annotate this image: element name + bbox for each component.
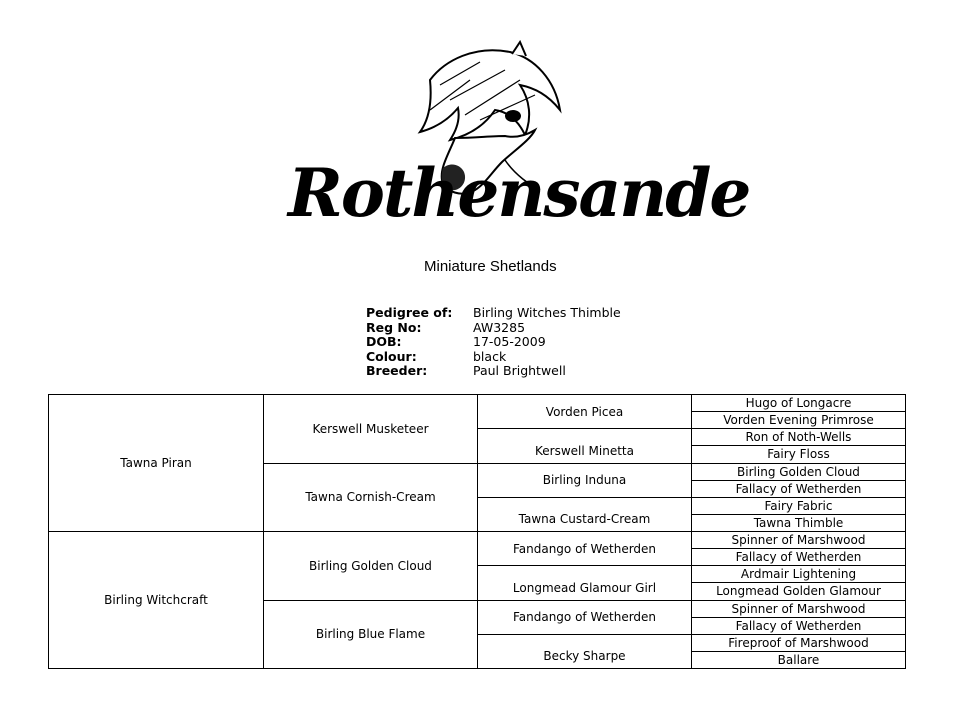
dam-sire: Birling Golden Cloud <box>264 532 478 601</box>
info-label: DOB: <box>366 334 402 349</box>
great-great-grandparent: Vorden Evening Primrose <box>692 412 906 429</box>
great-grandparent: Fandango of Wetherden <box>478 532 692 566</box>
great-great-grandparent: Fallacy of Wetherden <box>692 549 906 566</box>
great-great-grandparent: Longmead Golden Glamour <box>692 583 906 600</box>
great-great-grandparent: Birling Golden Cloud <box>692 463 906 480</box>
great-grandparent: Becky Sharpe <box>478 634 692 668</box>
sire-dam: Tawna Cornish-Cream <box>264 463 478 532</box>
great-great-grandparent: Spinner of Marshwood <box>692 532 906 549</box>
great-great-grandparent: Fireproof of Marshwood <box>692 634 906 651</box>
brand-tagline: Miniature Shetlands <box>424 258 557 275</box>
info-value: Paul Brightwell <box>473 363 566 378</box>
sire: Tawna Piran <box>49 395 264 532</box>
info-value: 17-05-2009 <box>473 334 546 349</box>
info-value: AW3285 <box>473 319 526 335</box>
great-great-grandparent: Fairy Floss <box>692 446 906 463</box>
info-label: Reg No: <box>366 319 422 335</box>
info-row-colour <box>366 350 621 365</box>
great-great-grandparent: Spinner of Marshwood <box>692 600 906 617</box>
great-great-grandparent: Ballare <box>692 651 906 668</box>
great-grandparent: Fandango of Wetherden <box>478 600 692 634</box>
great-great-grandparent: Ron of Noth-Wells <box>692 429 906 446</box>
info-row-breeder <box>366 364 621 379</box>
info-row-reg-no <box>366 321 621 336</box>
info-label: Pedigree of: <box>366 305 453 320</box>
dam-dam: Birling Blue Flame <box>264 600 478 669</box>
great-great-grandparent: Fallacy of Wetherden <box>692 617 906 634</box>
great-great-grandparent: Fallacy of Wetherden <box>692 480 906 497</box>
great-great-grandparent: Tawna Thimble <box>692 514 906 531</box>
info-value: Birling Witches Thimble <box>473 305 621 320</box>
dam: Birling Witchcraft <box>49 532 264 669</box>
pedigree-table <box>48 394 906 669</box>
info-row-pedigree <box>366 306 621 321</box>
great-grandparent: Birling Induna <box>478 463 692 497</box>
table-row <box>49 532 906 549</box>
info-row-dob <box>366 335 621 350</box>
table-row <box>49 395 906 412</box>
info-label: Breeder: <box>366 363 428 378</box>
info-value: black <box>473 348 507 364</box>
brand-wordmark: Rothensande <box>288 154 750 232</box>
info-label: Colour: <box>366 348 417 364</box>
great-grandparent: Vorden Picea <box>478 395 692 429</box>
great-grandparent: Longmead Glamour Girl <box>478 566 692 600</box>
horse-details <box>366 306 621 379</box>
great-great-grandparent: Ardmair Lightening <box>692 566 906 583</box>
great-great-grandparent: Hugo of Longacre <box>692 395 906 412</box>
great-great-grandparent: Fairy Fabric <box>692 497 906 514</box>
great-grandparent: Kerswell Minetta <box>478 429 692 463</box>
sire-sire: Kerswell Musketeer <box>264 395 478 464</box>
great-grandparent: Tawna Custard-Cream <box>478 497 692 531</box>
brand-logo <box>280 40 750 285</box>
